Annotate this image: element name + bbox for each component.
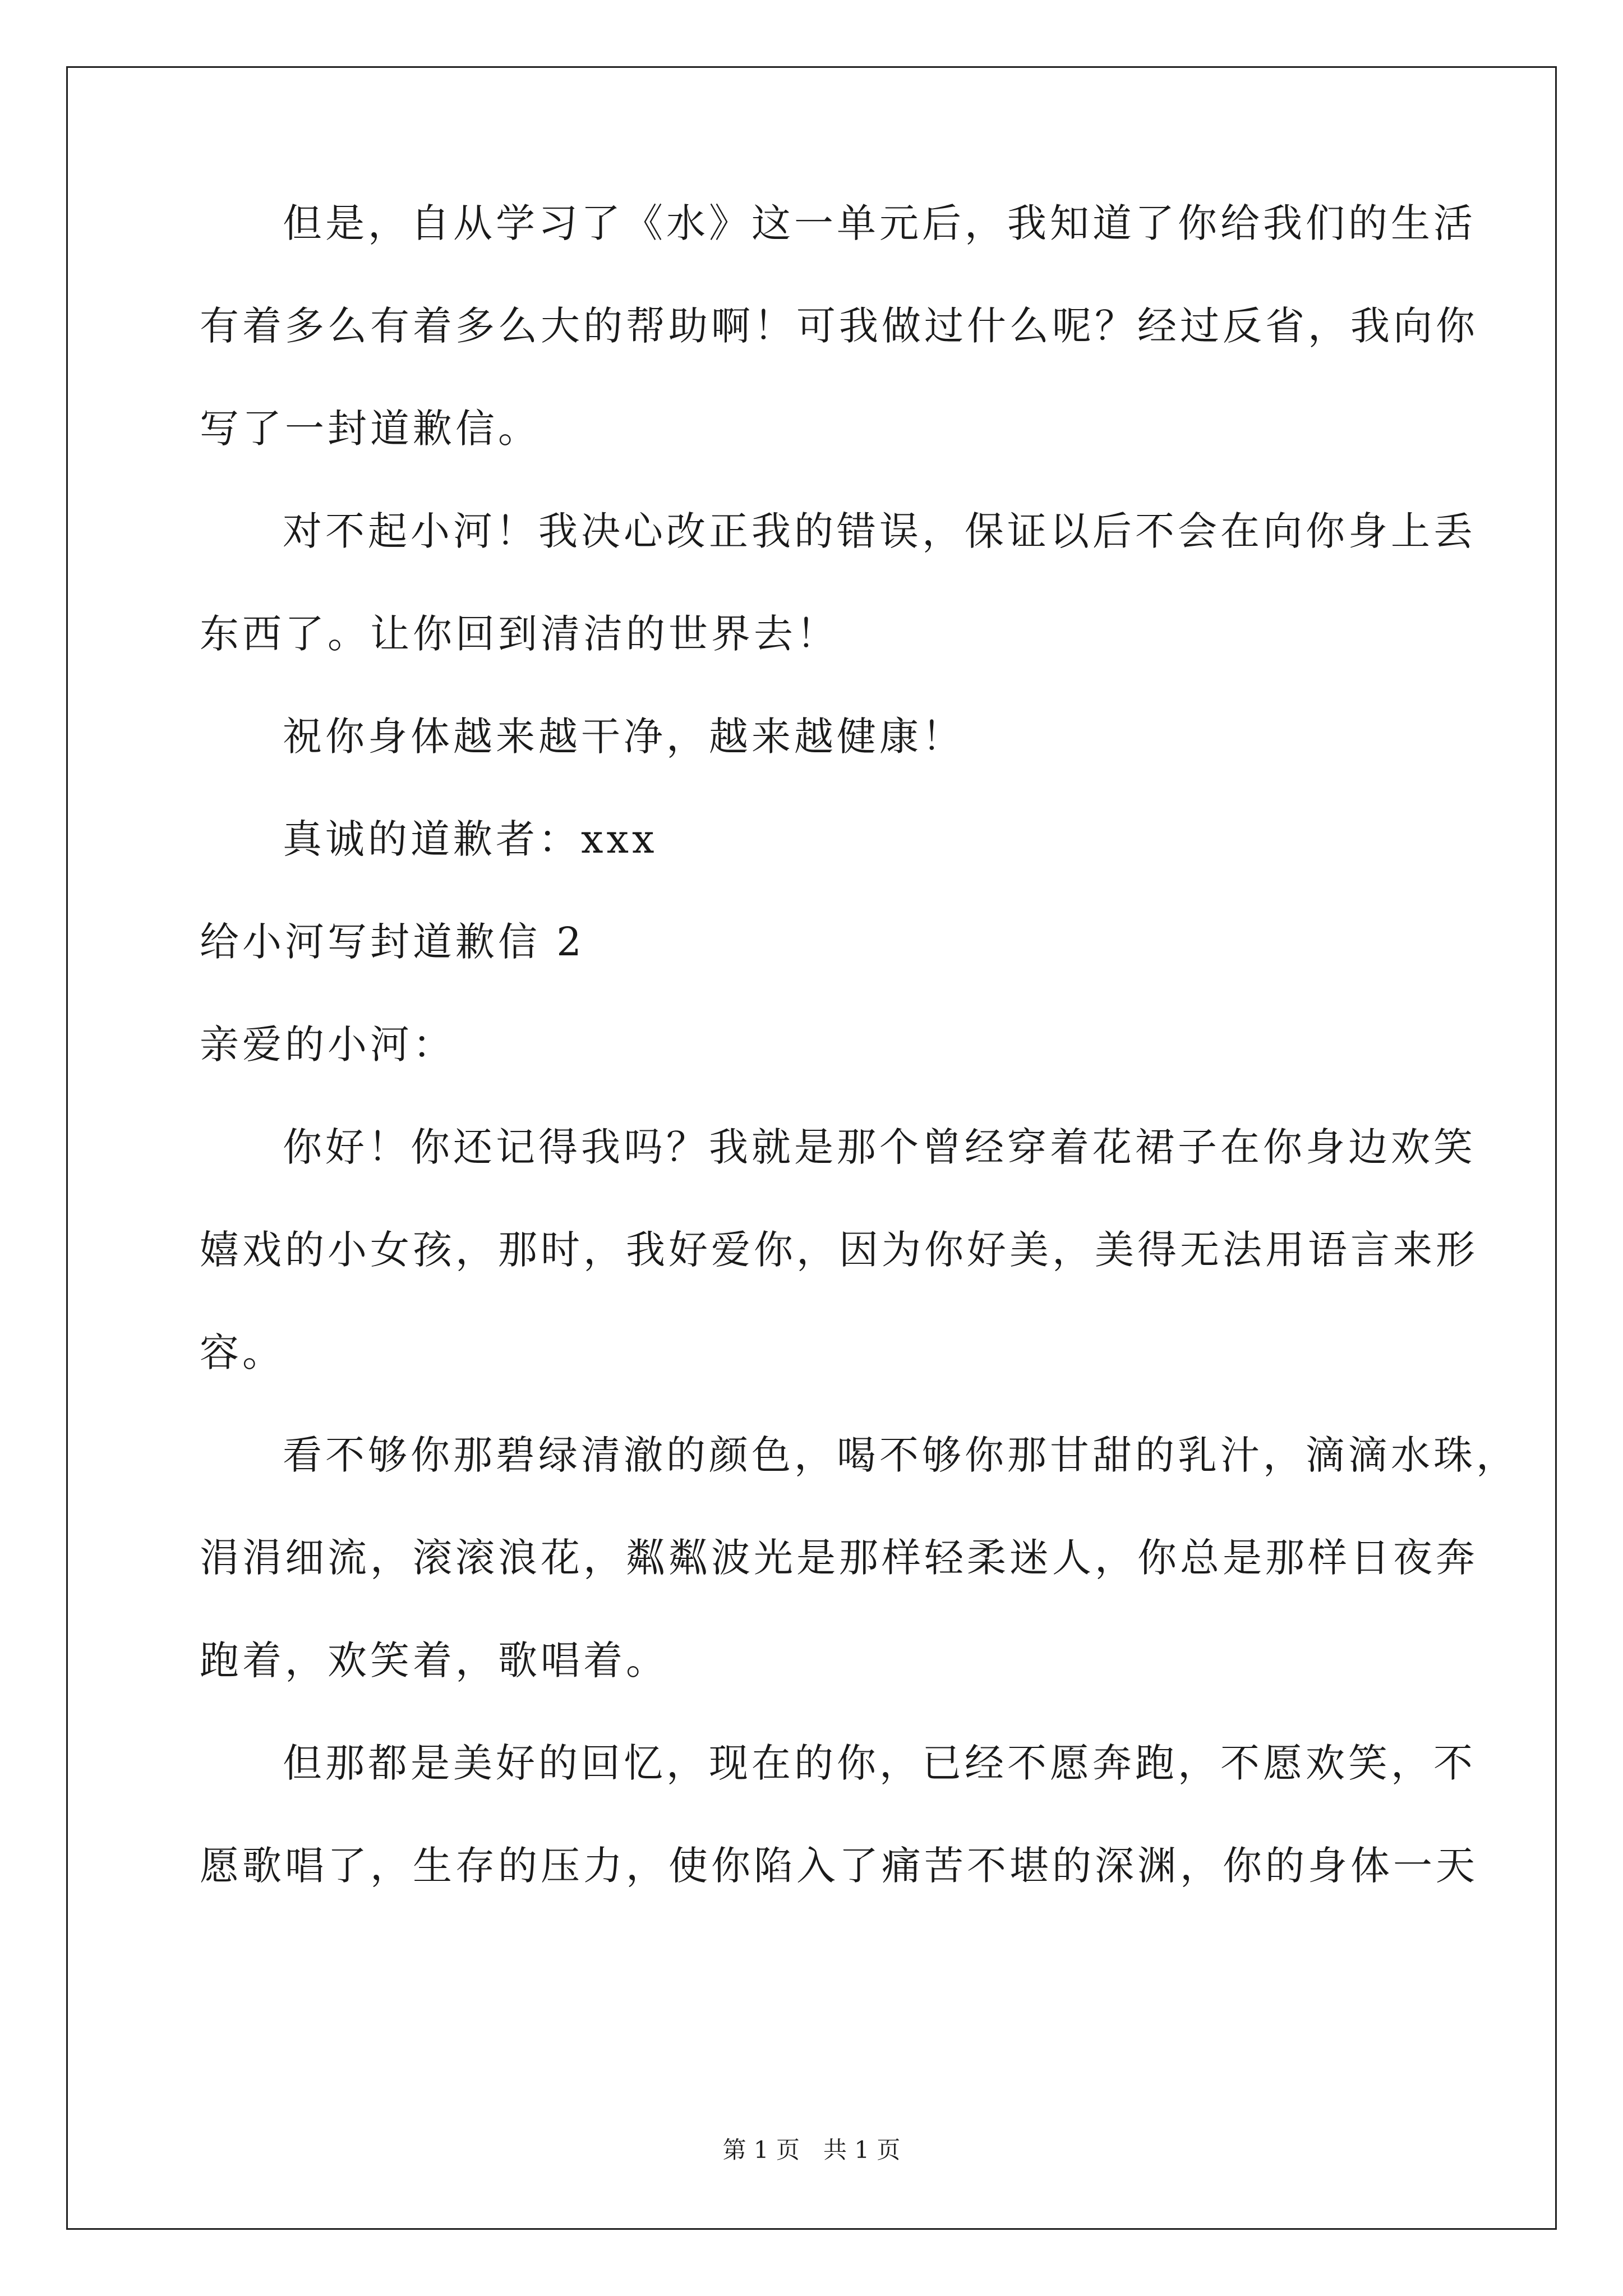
paragraph-line: 嬉戏的小女孩，那时，我好爱你，因为你好美，美得无法用语言来形 bbox=[200, 1227, 1478, 1273]
paragraph-line: 容。 bbox=[200, 1329, 285, 1375]
paragraph-line: 但那都是美好的回忆，现在的你，已经不愿奔跑，不愿欢笑，不 bbox=[283, 1740, 1476, 1786]
paragraph-line: 愿歌唱了，生存的压力，使你陷入了痛苦不堪的深渊，你的身体一天 bbox=[200, 1843, 1478, 1889]
section-title: 给小河写封道歉信 2 bbox=[200, 919, 585, 965]
paragraph-line: 对不起小河！我决心改正我的错误，保证以后不会在向你身上丢 bbox=[283, 508, 1476, 554]
page-number-footer: 第 1 页 共 1 页 bbox=[722, 2136, 901, 2164]
paragraph-line: 看不够你那碧绿清澈的颜色，喝不够你那甘甜的乳汁，滴滴水珠， bbox=[283, 1432, 1519, 1478]
closing-line: 祝你身体越来越干净，越来越健康！ bbox=[283, 714, 965, 760]
paragraph-line: 写了一封道歉信。 bbox=[200, 406, 541, 452]
salutation-line: 亲爱的小河： bbox=[200, 1022, 455, 1068]
paragraph-line: 你好！你还记得我吗？我就是那个曾经穿着花裙子在你身边欢笑 bbox=[283, 1124, 1476, 1170]
paragraph-line: 跑着，欢笑着，歌唱着。 bbox=[200, 1637, 668, 1683]
paragraph-line: 东西了。让你回到清洁的世界去！ bbox=[200, 611, 839, 657]
paragraph-line: 涓涓细流，滚滚浪花，粼粼波光是那样轻柔迷人，你总是那样日夜奔 bbox=[200, 1535, 1478, 1581]
signature-line: 真诚的道歉者：xxx bbox=[283, 816, 658, 862]
paragraph-line: 有着多么有着多么大的帮助啊！可我做过什么呢？经过反省，我向你 bbox=[200, 303, 1478, 349]
paragraph-line: 但是，自从学习了《水》这一单元后，我知道了你给我们的生活 bbox=[283, 200, 1476, 246]
